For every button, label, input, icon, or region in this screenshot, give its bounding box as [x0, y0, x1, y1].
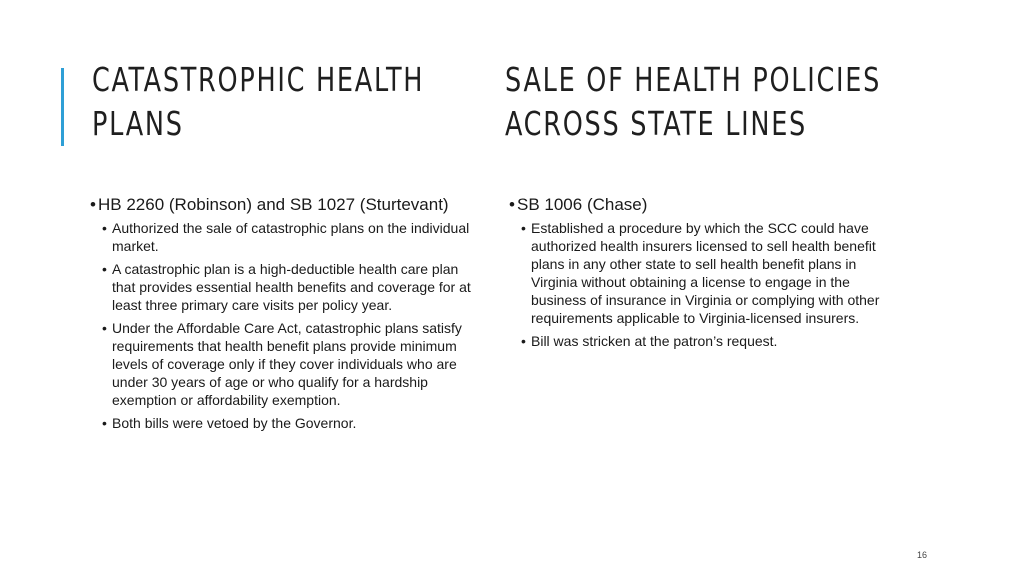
left-content-column	[86, 194, 481, 437]
list-item-text: Both bills were vetoed by the Governor.	[112, 415, 357, 431]
bullet-glyph: •	[102, 415, 107, 431]
left-title-line-1: CATASTROPHIC HEALTH	[92, 60, 425, 99]
right-main-bullet	[505, 194, 905, 215]
bullet-glyph: •	[90, 195, 96, 214]
list-item-text: Authorized the sale of catastrophic plans on the individual market.	[112, 220, 470, 254]
right-content-column	[505, 194, 905, 355]
accent-bar	[61, 68, 64, 146]
list-item-text: Under the Affordable Care Act, catastrophic plans satisfy requirements that health benefit plans provide minimum levels of coverage only if they cover individuals who are under 30 years of age or who qualify for a hardship exemption or affordability exemption.	[112, 320, 462, 408]
list-item	[86, 414, 481, 432]
list-item	[86, 319, 481, 409]
list-item	[86, 219, 481, 255]
left-main-bullet	[86, 194, 481, 215]
left-main-bullet-text: HB 2260 (Robinson) and SB 1027 (Sturtevant)	[98, 195, 449, 214]
left-sub-bullet-list	[86, 219, 481, 432]
right-sub-bullet-list	[505, 219, 905, 350]
bullet-glyph: •	[102, 320, 107, 336]
right-column-title	[505, 58, 881, 146]
bullet-glyph: •	[521, 333, 526, 349]
bullet-glyph: •	[102, 220, 107, 236]
list-item-text: Bill was stricken at the patron’s request.	[531, 333, 778, 349]
list-item	[505, 219, 905, 327]
bullet-glyph: •	[521, 220, 526, 236]
bullet-glyph: •	[509, 195, 515, 214]
list-item-text: A catastrophic plan is a high-deductible health care plan that provides essential health benefits and coverage for at least three primary care visits per policy year.	[112, 261, 471, 313]
left-title-line-2: PLANS	[92, 104, 184, 143]
right-main-bullet-text: SB 1006 (Chase)	[517, 195, 648, 214]
list-item	[86, 260, 481, 314]
right-title-line-1: SALE OF HEALTH POLICIES	[505, 60, 882, 99]
page-number: 16	[917, 550, 928, 560]
list-item	[505, 332, 905, 350]
bullet-glyph: •	[102, 261, 107, 277]
right-title-line-2: ACROSS STATE LINES	[505, 104, 807, 143]
list-item-text: Established a procedure by which the SCC could have authorized health insurers licensed to sell health benefit plans in any other state to sell health benefit plans in Virginia without obtaining a license to engage in the business of insurance in Virginia or complying with other requirements applicable to Virginia-licensed insurers.	[531, 220, 880, 326]
left-column-title	[92, 58, 424, 146]
